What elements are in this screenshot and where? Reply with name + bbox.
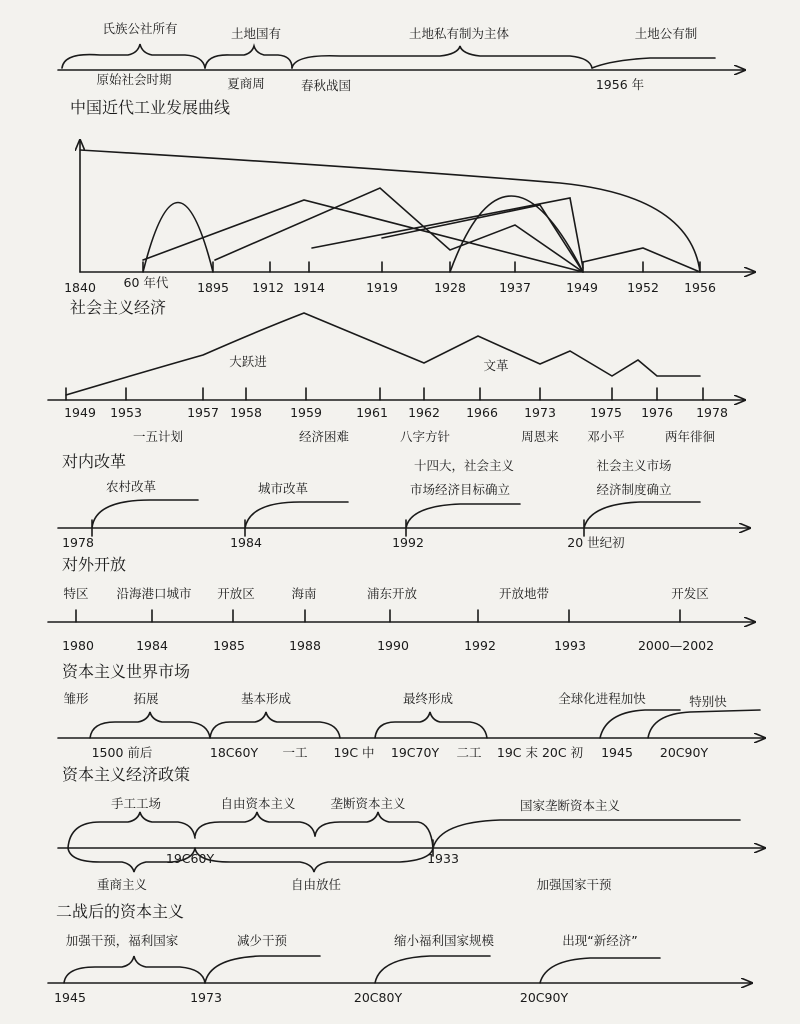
socialist-year-7: 1966 (466, 405, 498, 420)
reform-curve-1992 (406, 504, 520, 528)
industry-year-5: 1919 (366, 280, 398, 295)
market-below-6: 19C 末 20C 初 (496, 745, 584, 760)
domestic-label-2: 十四大，社会主义 (413, 458, 515, 473)
land-above-0: 氏族公社所有 (102, 21, 178, 36)
opening-label-0: 特区 (63, 586, 89, 601)
opening-year-3: 1988 (289, 638, 321, 653)
opening-year-0: 1980 (62, 638, 94, 653)
industry-year-7: 1937 (499, 280, 531, 295)
socialist-year-3: 1958 (230, 405, 262, 420)
market-above-4: 全球化进程加快 (558, 691, 646, 706)
socialist-below-5: 两年徘徊 (664, 429, 716, 444)
land-below-0: 原始社会时期 (96, 72, 172, 87)
policy-brace-above-1 (68, 812, 195, 848)
reform-curve-2000s (584, 502, 700, 528)
land-above-1: 土地国有 (230, 26, 282, 41)
market-brace-1 (90, 712, 210, 738)
market-below-8: 20C90Y (659, 745, 709, 760)
land-above-2: 土地私有制为主体 (408, 26, 510, 41)
market-below-4: 19C70Y (390, 745, 440, 760)
market-below-0: 1500 前后 (91, 745, 153, 760)
industry-year-10: 1956 (684, 280, 716, 295)
domestic-label-4: 社会主义市场 (596, 458, 672, 473)
opening-ticks (76, 610, 680, 622)
postwar-curve-90s (540, 958, 660, 983)
opening-year-2: 1985 (213, 638, 245, 653)
socialist-year-8: 1973 (524, 405, 556, 420)
socialist-above-1: 文革 (483, 358, 509, 373)
socialist-year-2: 1957 (187, 405, 219, 420)
market-curve-fast (648, 710, 760, 738)
industry-year-6: 1928 (434, 280, 466, 295)
industry-year-8: 1949 (566, 280, 598, 295)
socialist-year-10: 1976 (641, 405, 673, 420)
socialist-curve (66, 313, 700, 395)
reform-curve-urban (245, 502, 348, 528)
opening-year-7: 2000—2002 (637, 638, 715, 653)
postwar-title: 二战后的资本主义 (56, 902, 185, 921)
socialist-year-4: 1959 (290, 405, 322, 420)
market-below-7: 1945 (601, 745, 633, 760)
industry-hump-2 (450, 196, 583, 272)
opening-label-4: 浦东开放 (366, 586, 418, 601)
opening-year-6: 1993 (554, 638, 586, 653)
domestic-label-3: 市场经济目标确立 (409, 482, 511, 497)
socialist-above-0: 大跃进 (229, 354, 267, 369)
socialist-year-0: 1949 (64, 405, 96, 420)
domestic-year-2: 1992 (392, 535, 424, 550)
market-above-2: 基本形成 (240, 691, 292, 706)
socialist-below-4: 邓小平 (587, 429, 625, 444)
socialist-below-0: 一五计划 (132, 429, 184, 444)
opening-year-5: 1992 (464, 638, 496, 653)
policy-above-0: 手工工场 (110, 796, 162, 811)
policy-year-1: 1933 (427, 851, 459, 866)
market-brace-2 (210, 712, 340, 738)
policy-below-0: 重商主义 (96, 877, 148, 892)
opening-year-1: 1984 (136, 638, 168, 653)
land-below-2: 春秋战国 (300, 78, 352, 93)
socialist-year-11: 1978 (696, 405, 728, 420)
market-above-0: 雏形 (63, 691, 89, 706)
postwar-curve-80s (375, 956, 490, 983)
postwar-above-3: 出现“新经济” (562, 933, 638, 948)
socialist-year-6: 1962 (408, 405, 440, 420)
industry-ticks (143, 262, 700, 272)
market-above-3: 最终形成 (402, 691, 454, 706)
land-brace-2 (205, 46, 292, 68)
market-above-1: 拓展 (133, 691, 159, 706)
industry-tail (583, 248, 700, 272)
opening-label-2: 开放区 (217, 586, 255, 601)
socialist-year-1: 1953 (110, 405, 142, 420)
market-below-5: 二工 (456, 745, 482, 760)
industry-overall-curve (80, 150, 700, 272)
market-above-5: 特别快 (689, 694, 727, 709)
policy-brace-above-2 (195, 812, 315, 836)
land-curve-4 (592, 58, 715, 68)
socialist-year-9: 1975 (590, 405, 622, 420)
industry-year-2: 1895 (197, 280, 229, 295)
reform-curve-rural (92, 500, 198, 528)
domestic-year-0: 1978 (62, 535, 94, 550)
industry-year-3: 1912 (252, 280, 284, 295)
industry-year-1: 60 年代 (123, 275, 169, 290)
policy-above-2: 垄断资本主义 (330, 796, 406, 811)
opening-label-5: 开放地带 (498, 586, 550, 601)
postwar-above-2: 缩小福利国家规模 (393, 933, 495, 948)
industry-year-0: 1840 (64, 280, 96, 295)
market-curve-globalization (600, 710, 680, 738)
domestic-year-1: 1984 (230, 535, 262, 550)
land-brace-1 (62, 44, 205, 68)
land-below-1: 夏商周 (227, 76, 265, 91)
postwar-curve-1973 (205, 956, 320, 983)
market-title: 资本主义世界市场 (62, 662, 191, 681)
market-below-3: 19C 中 (333, 745, 375, 760)
land-brace-3 (292, 46, 592, 68)
opening-year-4: 1990 (377, 638, 409, 653)
opening-label-6: 开发区 (671, 586, 709, 601)
policy-below-2: 加强国家干预 (536, 877, 612, 892)
land-above-3: 土地公有制 (634, 26, 698, 41)
socialist-below-2: 八字方针 (399, 429, 451, 444)
postwar-year-3: 20C90Y (519, 990, 569, 1005)
policy-above-1: 自由资本主义 (220, 796, 296, 811)
postwar-year-1: 1973 (190, 990, 222, 1005)
opening-label-3: 海南 (291, 586, 317, 601)
market-brace-3 (375, 712, 487, 738)
land-below-3: 1956 年 (595, 77, 645, 92)
postwar-year-2: 20C80Y (353, 990, 403, 1005)
domestic-label-1: 城市改革 (257, 481, 309, 496)
postwar-above-1: 减少干预 (236, 933, 288, 948)
postwar-above-0: 加强干预，福利国家 (65, 933, 179, 948)
domestic-label-5: 经济制度确立 (596, 482, 672, 497)
postwar-year-0: 1945 (54, 990, 86, 1005)
domestic-title: 对内改革 (62, 452, 127, 471)
industry-zigzag-1 (143, 200, 583, 272)
policy-above-3: 国家垄断资本主义 (519, 798, 621, 813)
socialist-below-1: 经济困难 (298, 429, 350, 444)
policy-brace-below-2 (195, 848, 433, 872)
domestic-label-0: 农村改革 (105, 479, 157, 494)
policy-curve-state (433, 820, 740, 848)
policy-below-1: 自由放任 (290, 877, 342, 892)
opening-title: 对外开放 (62, 555, 127, 574)
industry-year-9: 1952 (627, 280, 659, 295)
policy-brace-above-3 (315, 812, 433, 848)
opening-label-1: 沿海港口城市 (116, 586, 192, 601)
socialist-ticks (66, 388, 703, 400)
policy-title: 资本主义经济政策 (62, 765, 191, 784)
industry-title: 中国近代工业发展曲线 (70, 98, 231, 117)
market-below-1: 18C60Y (209, 745, 259, 760)
socialist-year-5: 1961 (356, 405, 388, 420)
socialist-title: 社会主义经济 (70, 298, 167, 317)
industry-year-4: 1914 (293, 280, 325, 295)
domestic-year-3: 20 世纪初 (567, 535, 625, 550)
policy-year-0: 19C60Y (165, 851, 215, 866)
socialist-below-3: 周恩来 (521, 429, 559, 444)
market-below-2: 一工 (282, 745, 308, 760)
postwar-brace-1 (64, 956, 205, 983)
